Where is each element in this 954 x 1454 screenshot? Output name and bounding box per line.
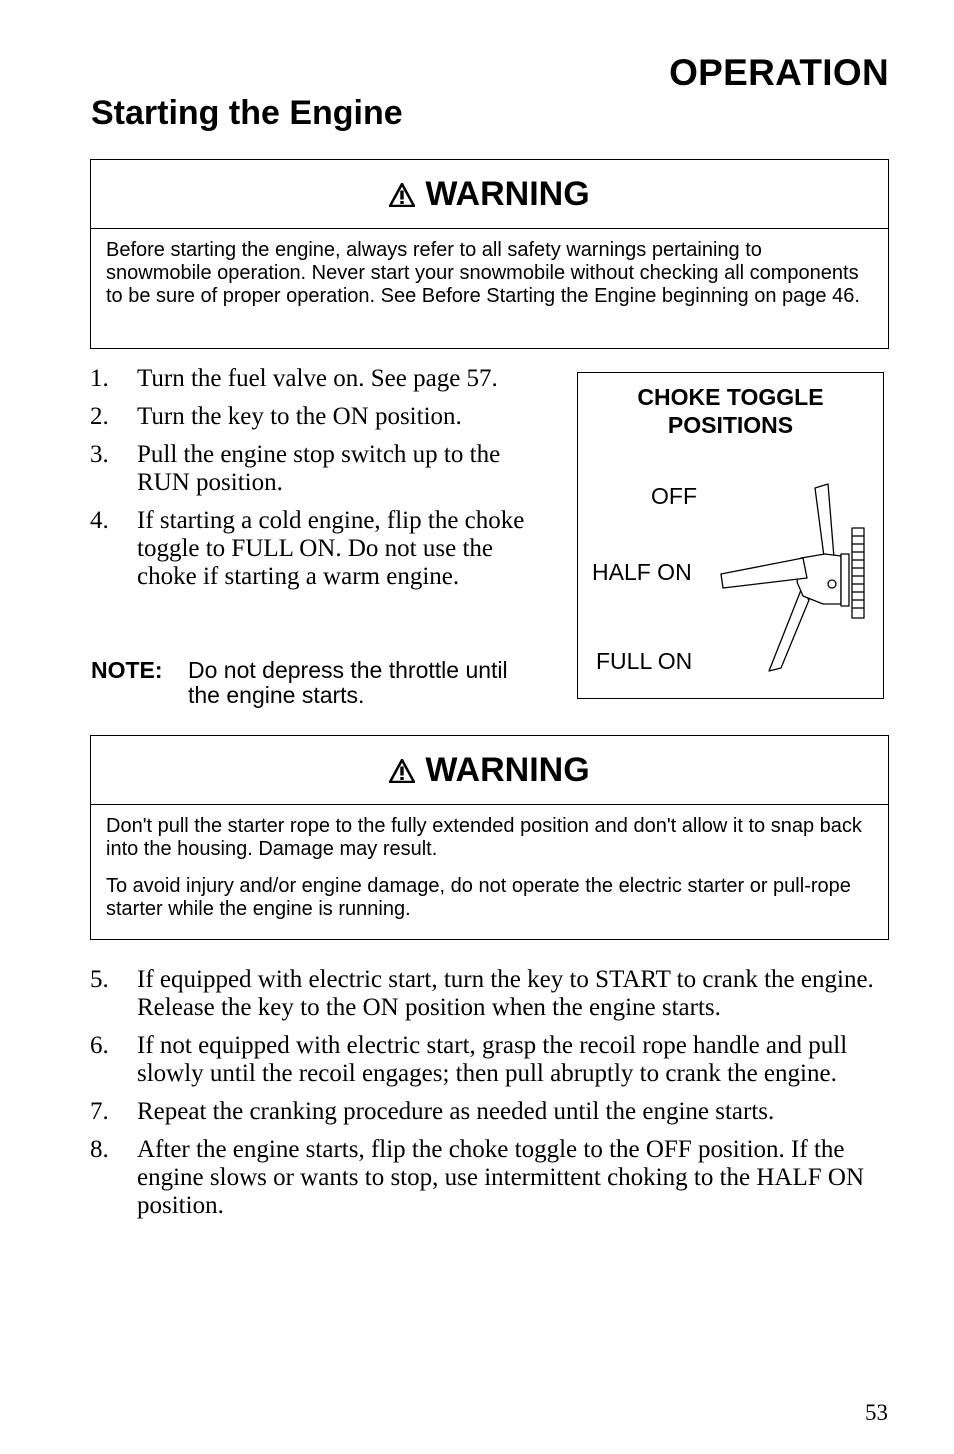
label-half-on: HALF ON xyxy=(592,559,692,585)
choke-toggle-figure xyxy=(577,372,884,699)
warning-triangle-icon xyxy=(389,183,415,207)
step-number: 8. xyxy=(90,1136,109,1163)
page-heading: Starting the Engine xyxy=(91,94,403,132)
step-number: 2. xyxy=(90,403,109,430)
step-text: Repeat the cranking procedure as needed until the engine starts. xyxy=(137,1098,775,1125)
step-item xyxy=(90,1032,890,1088)
figure-title: CHOKE TOGGLE POSITIONS xyxy=(637,384,824,438)
label-full-on: FULL ON xyxy=(596,648,693,674)
page-number: 53 xyxy=(865,1400,888,1425)
label-off: OFF xyxy=(651,483,697,509)
step-number: 5. xyxy=(90,966,109,993)
step-item xyxy=(90,403,525,431)
step-number: 7. xyxy=(90,1098,109,1125)
note-text: Do not depress the throttle until the engine starts. xyxy=(188,657,508,708)
step-number: 4. xyxy=(90,507,109,534)
step-text: After the engine starts, flip the choke toggle to the OFF position. If the engine slows or wants to stop, use intermittent choking to the HALF ON position. xyxy=(137,1136,865,1219)
step-item xyxy=(90,507,525,591)
step-item xyxy=(90,1098,890,1126)
warning-heading-2: WARNING xyxy=(425,750,590,789)
warning-heading-1: WARNING xyxy=(425,174,590,213)
step-item xyxy=(90,365,525,393)
choke-toggle-drawing xyxy=(713,478,873,683)
step-item xyxy=(90,441,525,497)
warning-text: Before starting the engine, always refer to all safety warnings pertaining to snowmobile operation. Never start your snowmobile without checking all components to be sure of proper operation. See Before Starting the Engine beginning on page 46. xyxy=(106,239,860,307)
steps-list-1 xyxy=(90,365,525,601)
step-text: If not equipped with electric start, grasp the recoil rope handle and pull slowly until the recoil engages; then pull abruptly to crank the engine. xyxy=(137,1032,848,1087)
step-text: If starting a cold engine, flip the choke toggle to FULL ON. Do not use the choke if starting a warm engine. xyxy=(137,507,525,590)
note-label: NOTE: xyxy=(91,657,163,683)
warning-body-1 xyxy=(91,229,888,323)
steps-list-2 xyxy=(90,966,890,1230)
warning-box-1 xyxy=(90,159,889,349)
step-text: Pull the engine stop switch up to the RUN position. xyxy=(137,441,501,496)
step-text: Turn the fuel valve on. See page 57. xyxy=(137,365,498,392)
warning-header-1 xyxy=(91,160,888,229)
step-item xyxy=(90,1136,890,1220)
step-number: 3. xyxy=(90,441,109,468)
warning-text: Don't pull the starter rope to the fully extended position and don't allow it to snap back into the housing. Damage may result. xyxy=(106,815,862,860)
step-item xyxy=(90,966,890,1022)
step-number: 6. xyxy=(90,1032,109,1059)
section-title: OPERATION xyxy=(669,52,889,93)
warning-body-2 xyxy=(91,805,888,936)
warning-text: To avoid injury and/or engine damage, do not operate the electric starter or pull-rope starter while the engine is running. xyxy=(106,875,851,920)
step-text: Turn the key to the ON position. xyxy=(137,403,462,430)
warning-triangle-icon xyxy=(389,759,415,783)
step-number: 1. xyxy=(90,365,109,392)
warning-header-2 xyxy=(91,736,888,805)
step-text: If equipped with electric start, turn the key to START to crank the engine. Release the key to the ON position when the engine starts. xyxy=(137,966,874,1021)
warning-box-2 xyxy=(90,735,889,940)
